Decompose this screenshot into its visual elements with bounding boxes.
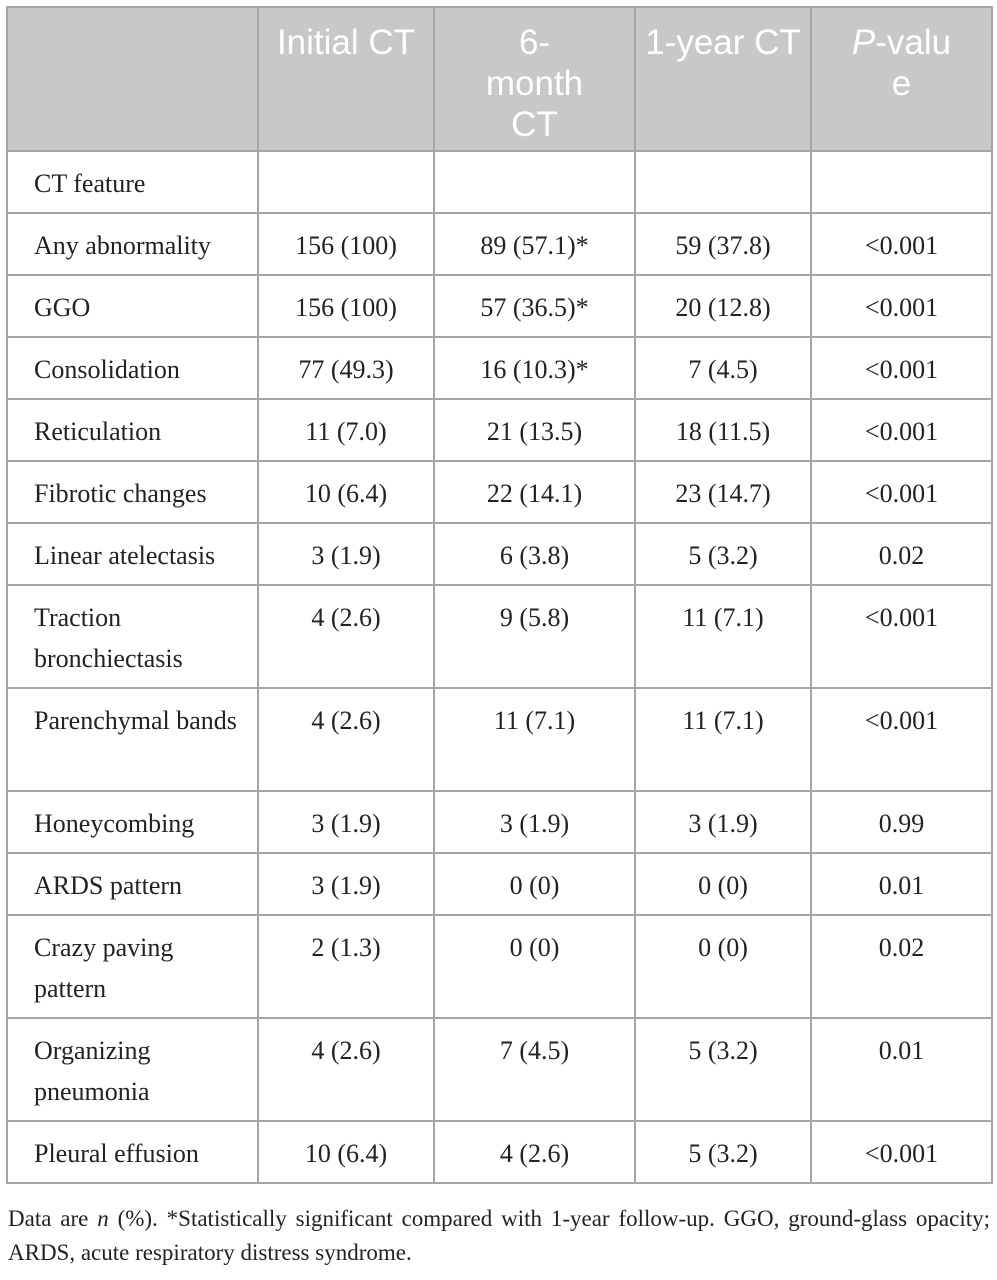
six-month-ct-cell: 0 (0) — [434, 853, 635, 915]
one-year-ct-cell: 5 (3.2) — [635, 1121, 811, 1183]
p-value-cell: <0.001 — [811, 275, 992, 337]
p-value-cell: <0.001 — [811, 1121, 992, 1183]
initial-ct-cell: 11 (7.0) — [258, 399, 434, 461]
feature-cell: Reticulation — [7, 399, 258, 461]
ct-features-table — [6, 6, 993, 1184]
one-year-ct-cell: 59 (37.8) — [635, 213, 811, 275]
six-month-ct-cell: 57 (36.5)* — [434, 275, 635, 337]
p-value-cell: 0.01 — [811, 853, 992, 915]
header-6-month-ct — [434, 7, 635, 151]
table-row — [7, 853, 992, 915]
one-year-ct-cell: 20 (12.8) — [635, 275, 811, 337]
one-year-ct-cell: 18 (11.5) — [635, 399, 811, 461]
table-body — [7, 151, 992, 1183]
table-row — [7, 1018, 992, 1121]
table-row — [7, 213, 992, 275]
ct-features-table-wrapper — [6, 6, 991, 1184]
feature-cell: Consolidation — [7, 337, 258, 399]
initial-ct-cell: 10 (6.4) — [258, 461, 434, 523]
header-1-year-ct: 1-year CT — [635, 7, 811, 151]
empty-cell — [258, 151, 434, 213]
six-month-ct-cell: 16 (10.3)* — [434, 337, 635, 399]
feature-cell: Any abnormality — [7, 213, 258, 275]
header-p-value — [811, 7, 992, 151]
empty-cell — [434, 151, 635, 213]
p-value-cell: <0.001 — [811, 688, 992, 791]
six-month-ct-cell: 9 (5.8) — [434, 585, 635, 688]
feature-cell: Fibrotic changes — [7, 461, 258, 523]
p-value-cell: <0.001 — [811, 213, 992, 275]
six-month-ct-cell: 6 (3.8) — [434, 523, 635, 585]
table-row — [7, 399, 992, 461]
table-row — [7, 915, 992, 1018]
initial-ct-cell: 77 (49.3) — [258, 337, 434, 399]
initial-ct-cell: 3 (1.9) — [258, 791, 434, 853]
empty-cell — [635, 151, 811, 213]
one-year-ct-cell: 5 (3.2) — [635, 523, 811, 585]
table-row — [7, 791, 992, 853]
feature-cell: Linear atelectasis — [7, 523, 258, 585]
one-year-ct-cell: 0 (0) — [635, 853, 811, 915]
feature-cell: Parenchymal bands — [7, 688, 258, 791]
initial-ct-cell: 4 (2.6) — [258, 585, 434, 688]
header-p-rest: -value — [875, 23, 952, 103]
six-month-ct-cell: 0 (0) — [434, 915, 635, 1018]
table-row — [7, 461, 992, 523]
one-year-ct-cell: 23 (14.7) — [635, 461, 811, 523]
table-row — [7, 1121, 992, 1183]
feature-cell: Crazy paving pattern — [7, 915, 258, 1018]
p-value-cell: <0.001 — [811, 399, 992, 461]
six-month-ct-cell: 7 (4.5) — [434, 1018, 635, 1121]
footnote-n: n — [97, 1206, 109, 1231]
initial-ct-cell: 4 (2.6) — [258, 688, 434, 791]
one-year-ct-cell: 0 (0) — [635, 915, 811, 1018]
six-month-ct-cell: 89 (57.1)* — [434, 213, 635, 275]
p-value-cell: 0.02 — [811, 915, 992, 1018]
feature-cell: Organizing pneumonia — [7, 1018, 258, 1121]
p-value-cell: 0.99 — [811, 791, 992, 853]
one-year-ct-cell: 7 (4.5) — [635, 337, 811, 399]
p-value-cell: <0.001 — [811, 585, 992, 688]
one-year-ct-cell: 11 (7.1) — [635, 585, 811, 688]
p-value-cell: 0.01 — [811, 1018, 992, 1121]
six-month-ct-cell: 3 (1.9) — [434, 791, 635, 853]
table-row — [7, 337, 992, 399]
six-month-ct-cell: 11 (7.1) — [434, 688, 635, 791]
feature-cell: ARDS pattern — [7, 853, 258, 915]
p-value-cell: <0.001 — [811, 337, 992, 399]
table-row — [7, 688, 992, 791]
initial-ct-cell: 156 (100) — [258, 275, 434, 337]
one-year-ct-cell: 5 (3.2) — [635, 1018, 811, 1121]
table-row — [7, 523, 992, 585]
feature-cell: Honeycombing — [7, 791, 258, 853]
feature-cell: GGO — [7, 275, 258, 337]
header-initial-ct: Initial CT — [258, 7, 434, 151]
footnote-prefix: Data are — [8, 1206, 98, 1231]
table-row — [7, 275, 992, 337]
section-label: CT feature — [7, 151, 258, 213]
empty-cell — [811, 151, 992, 213]
initial-ct-cell: 4 (2.6) — [258, 1018, 434, 1121]
initial-ct-cell: 2 (1.3) — [258, 915, 434, 1018]
header-p-letter: P — [851, 23, 876, 62]
feature-cell: Traction bronchiectasis — [7, 585, 258, 688]
p-value-cell: 0.02 — [811, 523, 992, 585]
table-footnote — [8, 1202, 990, 1270]
feature-cell: Pleural effusion — [7, 1121, 258, 1183]
footnote-suffix: (%). *Statistically significant compared with 1-year follow-up. GGO, ground-glass opacity; ARDS, acute respiratory distress syndrome. — [8, 1206, 990, 1265]
table-row — [7, 585, 992, 688]
one-year-ct-cell: 11 (7.1) — [635, 688, 811, 791]
six-month-ct-cell: 22 (14.1) — [434, 461, 635, 523]
initial-ct-cell: 156 (100) — [258, 213, 434, 275]
header-empty-cell — [7, 7, 258, 151]
header-6-month-ct-label: 6-month CT — [485, 23, 584, 144]
initial-ct-cell: 3 (1.9) — [258, 853, 434, 915]
header-row — [7, 7, 992, 151]
initial-ct-cell: 10 (6.4) — [258, 1121, 434, 1183]
one-year-ct-cell: 3 (1.9) — [635, 791, 811, 853]
six-month-ct-cell: 21 (13.5) — [434, 399, 635, 461]
initial-ct-cell: 3 (1.9) — [258, 523, 434, 585]
p-value-cell: <0.001 — [811, 461, 992, 523]
section-row — [7, 151, 992, 213]
six-month-ct-cell: 4 (2.6) — [434, 1121, 635, 1183]
